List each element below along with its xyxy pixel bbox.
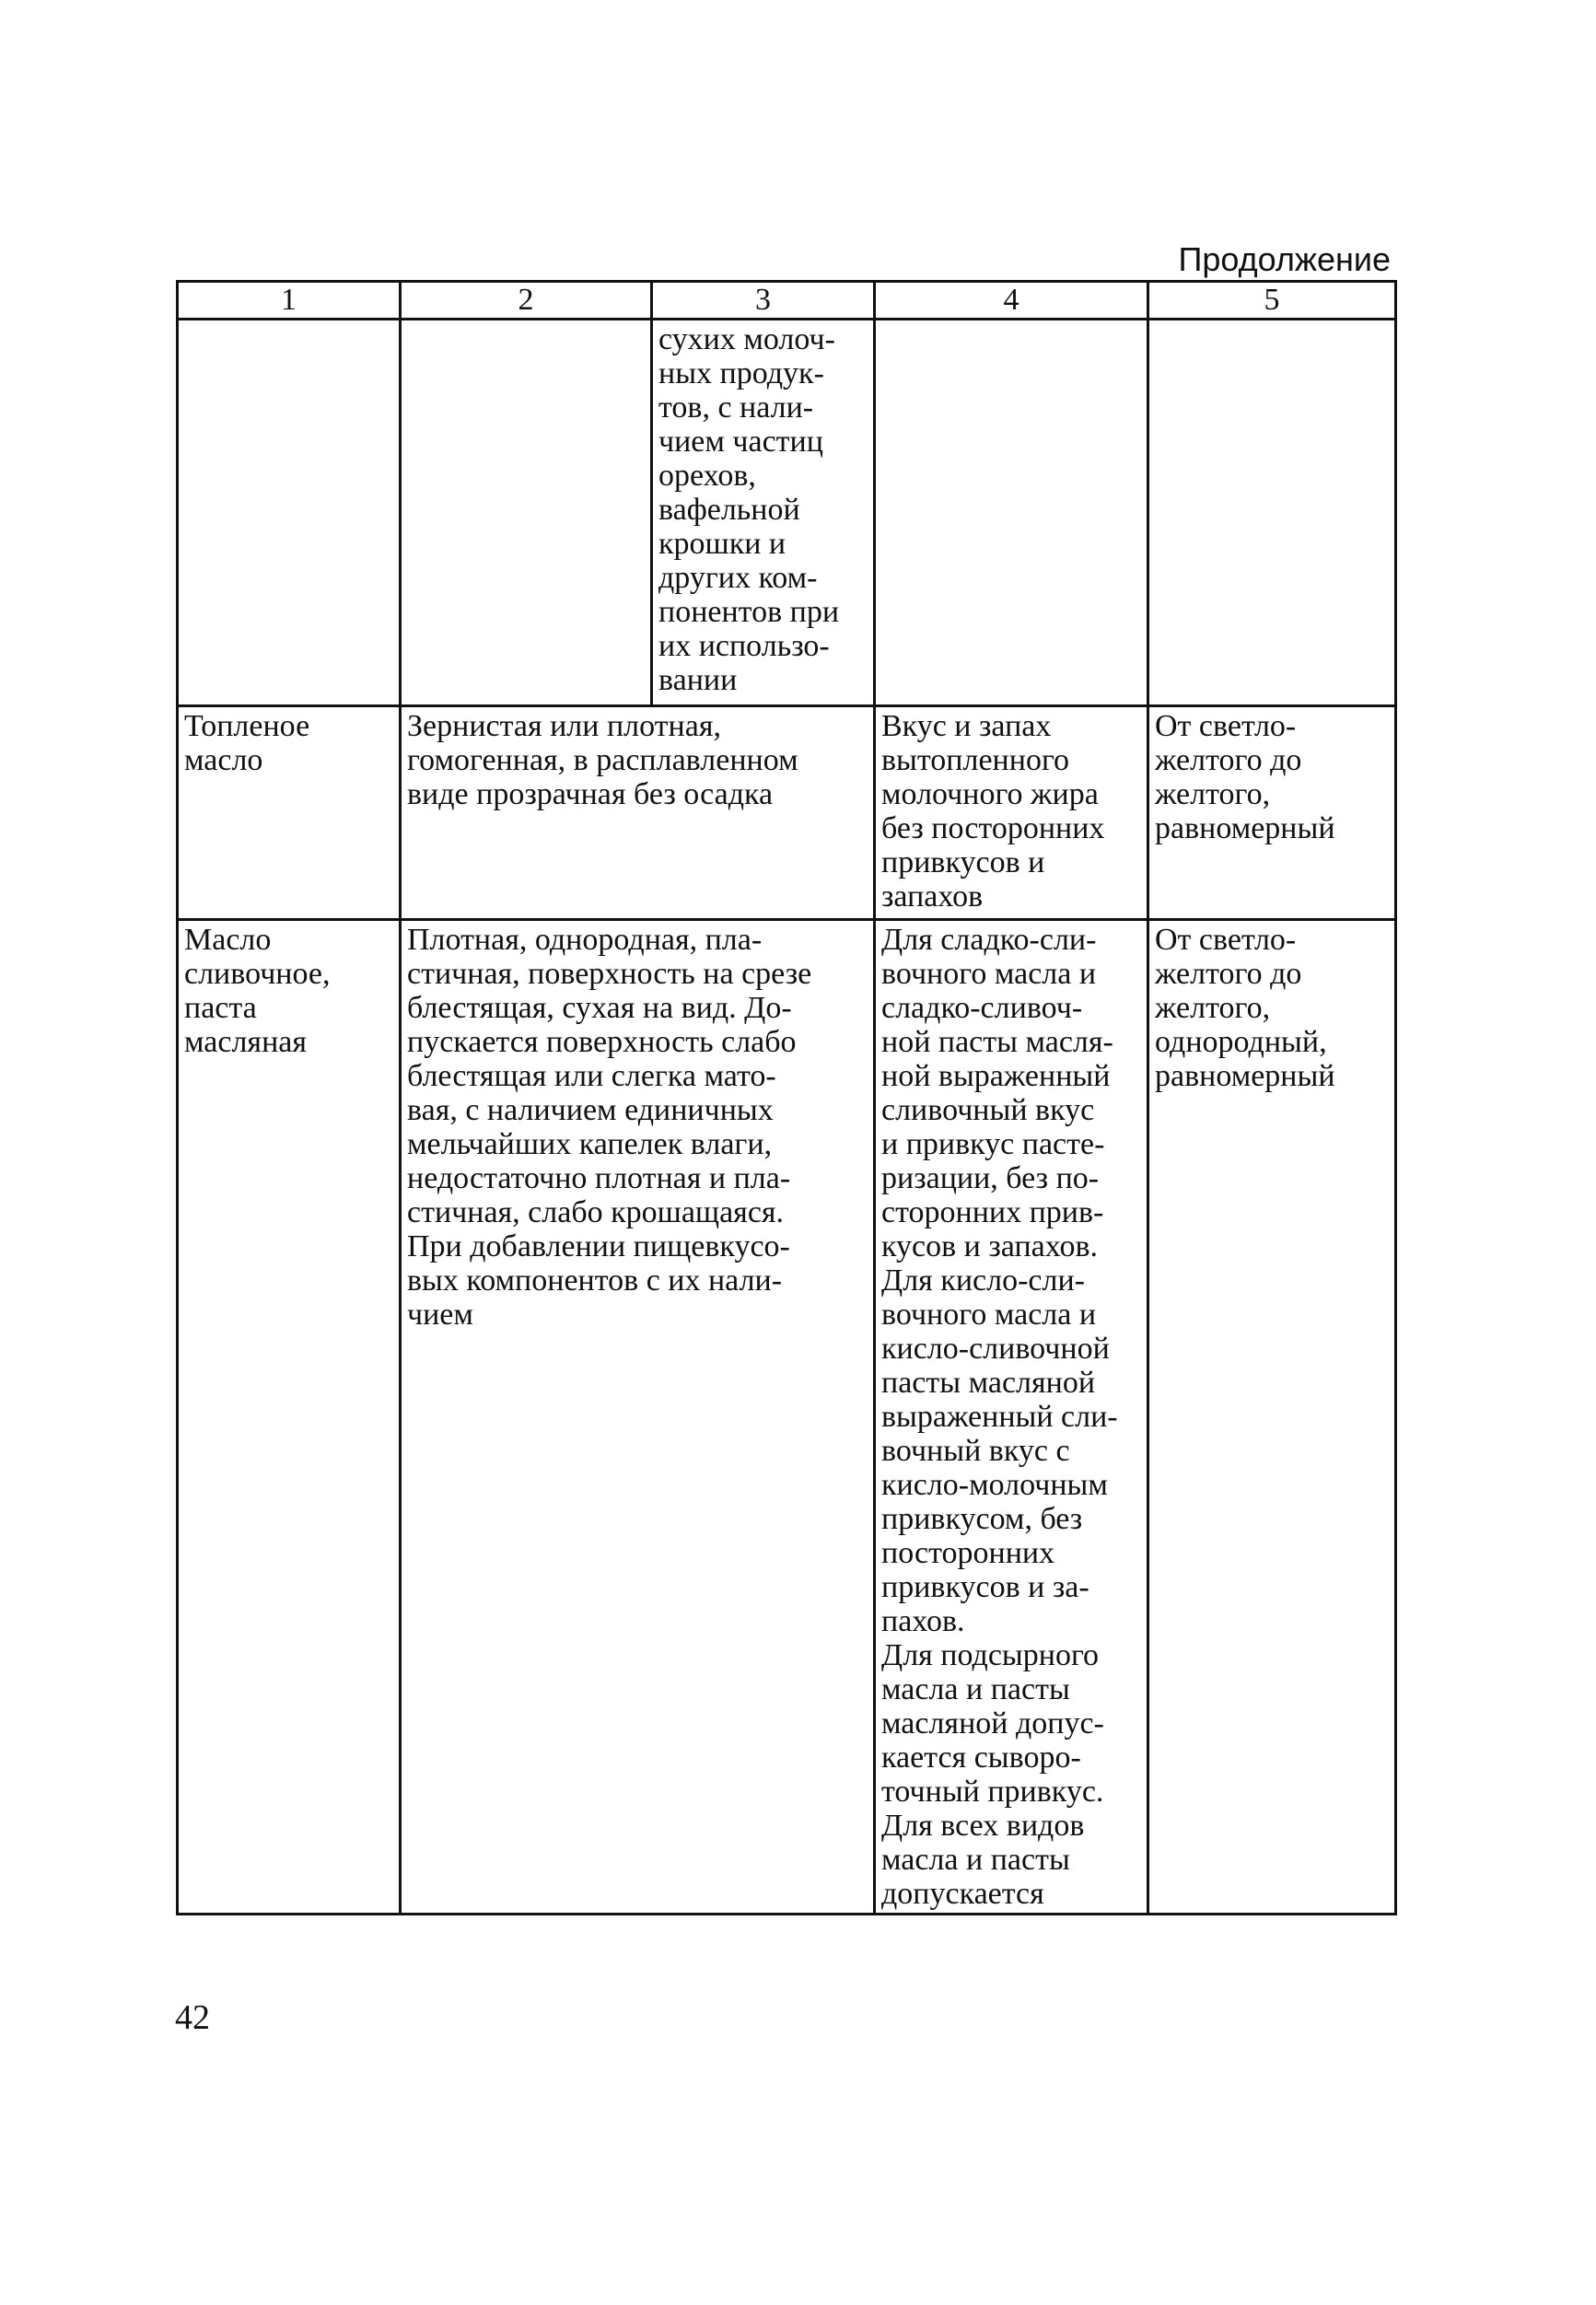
- table-row: [178, 920, 1396, 1915]
- page-number: 42: [175, 1998, 210, 2037]
- consistency-text: Зернистая или плотная, гомогенная, в расплавленном виде прозрачная без осадка: [407, 709, 798, 811]
- column-header: 1: [178, 282, 401, 320]
- empty-cell: [1148, 320, 1396, 706]
- table-row: [178, 706, 1396, 920]
- column-header: 3: [652, 282, 875, 320]
- color-text: От светло- желтого до желтого, равномерный: [1155, 709, 1335, 845]
- header-row: [178, 282, 1396, 320]
- empty-cell: [401, 320, 652, 706]
- column-header: 2: [401, 282, 652, 320]
- taste-text: Для сладко-сли- вочного масла и сладко-сливоч- ной пасты масля- ной выраженный сливочный вкус и привкус пасте- ризации, без по- сторонних прив- кусов и запахов. Для кисло-сли- вочного масла и кисло-сливочной пасты масляной выраженный сли- вочный вкус с кисло-молочным привкусом, без посторонних привкусов и за- пахов. Для подсырного масла и пасты масляной допус- кается сыворо- точный привкус. Для всех видов масла и пасты допускается: [881, 923, 1118, 1911]
- color-cell: [1148, 920, 1396, 1915]
- column-header: 5: [1148, 282, 1396, 320]
- taste-cell: [875, 706, 1148, 920]
- product-name: Топленое масло: [184, 709, 310, 777]
- table-row-continued: [178, 320, 1396, 706]
- continuation-label: Продолжение: [1178, 240, 1391, 278]
- product-name: Масло сливочное, паста масляная: [184, 923, 331, 1059]
- spec-table: [176, 280, 1397, 1915]
- continued-cell: [652, 320, 875, 706]
- taste-cell: [875, 920, 1148, 1915]
- product-cell: [178, 706, 401, 920]
- column-header: 4: [875, 282, 1148, 320]
- color-text: От светло- желтого до желтого, однородный, равномерный: [1155, 923, 1335, 1093]
- empty-cell: [178, 320, 401, 706]
- consistency-text: Плотная, однородная, пла- стичная, поверхность на срезе блестящая, сухая на вид. До- пускается поверхность слабо блестящая или слегка мато- вая, с наличием единичных мельчайших капелек влаги, недостаточно плотная и пла- стичная, слабо крошащаяся. При добавлении пищевкусо- вых компонентов с их нали- чием: [407, 923, 812, 1332]
- empty-cell: [875, 320, 1148, 706]
- consistency-cell: [401, 706, 875, 920]
- color-cell: [1148, 706, 1396, 920]
- taste-text: Вкус и запах вытопленного молочного жира без посторонних привкусов и запахов: [881, 709, 1105, 914]
- consistency-cell: [401, 920, 875, 1915]
- product-cell: [178, 920, 401, 1915]
- continued-text: сухих молоч- ных продук- тов, с нали- чием частиц орехов, вафельной крошки и других ком- понентов при их использо- вании: [658, 322, 840, 697]
